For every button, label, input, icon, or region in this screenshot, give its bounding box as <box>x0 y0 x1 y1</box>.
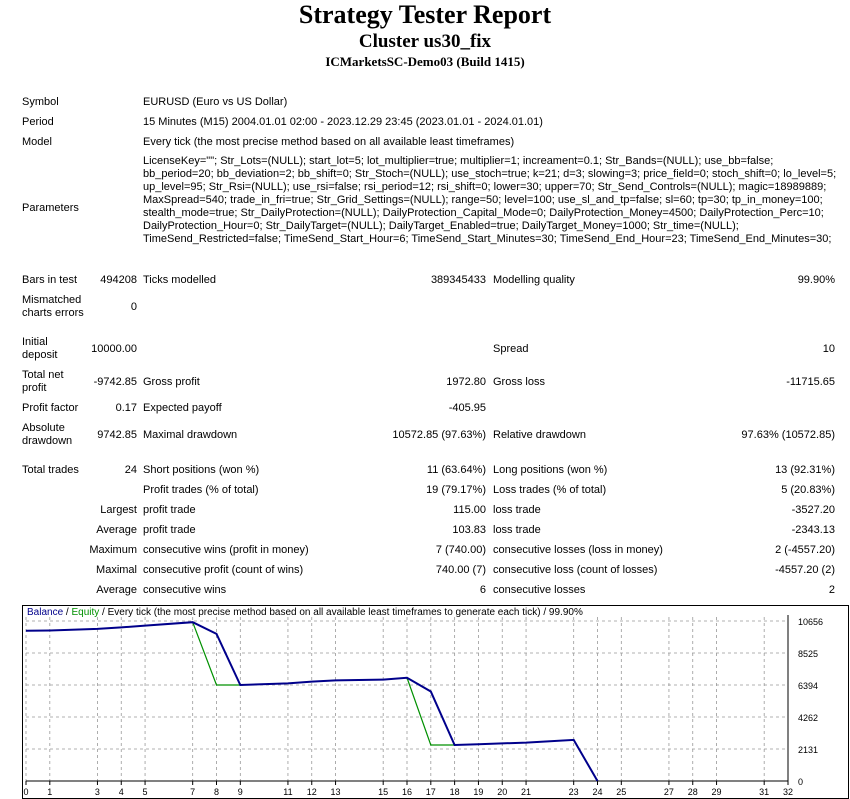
x-tick-label: 0 <box>23 787 29 797</box>
model-value: Every tick (the most precise method based on all available least timeframes) <box>143 136 515 148</box>
x-tick-label: 31 <box>759 787 770 797</box>
bars-value: 494208 <box>100 274 137 286</box>
spread-value: 10 <box>822 343 835 355</box>
largest-profit-value: 115.00 <box>453 504 486 516</box>
x-tick-label: 3 <box>94 787 100 797</box>
gross-profit-label: Gross profit <box>143 376 200 388</box>
maximal-prefix: Maximal <box>96 564 137 576</box>
chart-svg <box>22 605 849 799</box>
relative-drawdown-label: Relative drawdown <box>493 429 586 441</box>
x-tick-label: 7 <box>190 787 196 797</box>
legend-equity: Equity <box>71 607 100 618</box>
spread-label: Spread <box>493 343 529 355</box>
x-tick-label: 17 <box>425 787 436 797</box>
model-label: Model <box>22 136 52 148</box>
quality-label: Modelling quality <box>493 274 575 286</box>
report-subtitle: Cluster us30_fix <box>358 31 492 52</box>
x-tick-label: 5 <box>142 787 148 797</box>
bars-label: Bars in test <box>22 274 78 286</box>
expected-payoff-label: Expected payoff <box>143 402 222 414</box>
max-consecutive-wins-label: consecutive wins (profit in money) <box>143 544 309 556</box>
average-consecutive-wins-label: consecutive wins <box>143 584 227 596</box>
period-value: 15 Minutes (M15) 2004.01.01 02:00 - 2023.12.29 23:45 (2023.01.01 - 2024.01.01) <box>143 116 543 128</box>
x-tick-label: 13 <box>330 787 341 797</box>
absolute-drawdown-value: 9742.85 <box>97 429 137 441</box>
x-tick-label: 4 <box>118 787 124 797</box>
parameters-value: LicenseKey=""; Str_Lots=(NULL); start_lot=5; lot_multiplier=true; multiplier=1; increament=0.1; Str_Bands=(NULL); use_bb=false; bb_period=20; bb_deviation=2; bb_shift=0; Str_Stoch=(NULL); use_stoch=true; k=21; d=3; slowing=3; price_field=0; stoch_shift=0; lo_level=5; up_level=95; Str_Rsi=(NULL); use_rsi=false; rsi_period=12; rsi_shift=0; lower=30; upper=70; Str_Send_Controls=(NULL); magic=18989889; MaxSpread=540; trade_in_fri=true; Str_Grid_Settings=(NULL); range=50; level=100; use_sl_and_tp=false; sl=60; tp=30; tp_in_money=100; stealth_mode=true; Str_DailyProtection=(NULL); DailyProtection_Capital_Mode=0; DailyProtection_Money=4500; DailyProtection_Perc=10; DailyProtection_Hour=0; Str_DailyTarget=(NULL); DailyTarget_Enabled=true; DailyTarget_Money=1000; Str_time=(NULL); TimeSend_Restricted=false; TimeSend_Start_Hour=6; TimeSend_Start_Minutes=30; TimeSend_End_Hour=23; TimeSend_End_Minutes=30; <box>143 155 837 245</box>
maximal-drawdown-label: Maximal drawdown <box>143 429 238 441</box>
x-tick-label: 11 <box>283 787 293 797</box>
expected-payoff-value: -405.95 <box>448 402 486 414</box>
x-tick-label: 18 <box>449 787 460 797</box>
x-tick-label: 9 <box>237 787 243 797</box>
long-positions-label: Long positions (won %) <box>493 464 608 476</box>
balance-equity-chart <box>22 605 849 799</box>
quality-value: 99.90% <box>797 274 835 286</box>
deposit-value: 10000.00 <box>91 343 137 355</box>
x-tick-label: 27 <box>663 787 674 797</box>
mismatch-label: Mismatched <box>22 294 82 306</box>
largest-profit-label: profit trade <box>143 504 196 516</box>
net-profit-label-2: profit <box>22 382 47 394</box>
largest-prefix: Largest <box>100 504 137 516</box>
gross-profit-value: 1972.80 <box>446 376 486 388</box>
gross-loss-label: Gross loss <box>493 376 545 388</box>
legend-separator: / <box>63 607 72 618</box>
x-tick-label: 12 <box>306 787 317 797</box>
deposit-label: Initial <box>22 336 48 348</box>
short-positions-value: 11 (63.64%) <box>426 464 486 476</box>
maximal-consecutive-loss-label: consecutive loss (count of losses) <box>493 564 658 576</box>
absolute-drawdown-label: Absolute <box>22 422 65 434</box>
deposit-label-2: deposit <box>22 349 58 361</box>
symbol-label: Symbol <box>22 96 59 108</box>
x-tick-label: 1 <box>47 787 53 797</box>
largest-loss-value: -3527.20 <box>791 504 835 516</box>
loss-trades-label: Loss trades (% of total) <box>493 484 607 496</box>
legend-balance: Balance <box>27 607 64 618</box>
max-consecutive-wins-value: 7 (740.00) <box>435 544 486 556</box>
legend-description: / Every tick (the most precise method based on all available least timeframes to generate each tick) / 99.90% <box>99 607 583 618</box>
average-loss-value: -2343.13 <box>791 524 835 536</box>
x-tick-label: 24 <box>592 787 603 797</box>
x-tick-label: 23 <box>568 787 579 797</box>
max-consecutive-losses-value: 2 (-4557.20) <box>775 544 835 556</box>
x-tick-label: 21 <box>521 787 532 797</box>
average-consecutive-prefix: Average <box>96 584 137 596</box>
total-trades-value: 24 <box>124 464 137 476</box>
x-tick-label: 8 <box>213 787 220 797</box>
x-tick-label: 29 <box>711 787 722 797</box>
loss-trades-value: 5 (20.83%) <box>781 484 835 496</box>
report-title: Strategy Tester Report <box>298 0 552 29</box>
y-tick-label: 2131 <box>798 745 819 756</box>
average-consecutive-losses-value: 2 <box>828 584 835 596</box>
net-profit-label: Total net <box>22 369 64 381</box>
x-tick-label: 20 <box>497 787 508 797</box>
average-consecutive-wins-value: 6 <box>479 584 486 596</box>
average-profit-label: profit trade <box>143 524 196 536</box>
y-tick-label: 10656 <box>798 617 824 627</box>
x-tick-label: 25 <box>616 787 627 797</box>
mismatch-label-2: charts errors <box>22 307 84 319</box>
maximal-drawdown-value: 10572.85 (97.63%) <box>392 429 486 441</box>
mismatch-value: 0 <box>130 301 137 313</box>
y-tick-label: 0 <box>798 777 804 787</box>
maximum-prefix: Maximum <box>89 544 137 556</box>
server-info: ICMarketsSC-Demo03 (Build 1415) <box>325 54 525 69</box>
period-label: Period <box>22 116 54 128</box>
y-tick-label: 6394 <box>798 680 819 691</box>
maximal-consecutive-profit-label: consecutive profit (count of wins) <box>143 564 304 576</box>
parameters-label: Parameters <box>22 202 79 214</box>
largest-loss-label: loss trade <box>493 504 541 516</box>
long-positions-value: 13 (92.31%) <box>775 464 835 476</box>
average-profit-value: 103.83 <box>452 524 486 536</box>
absolute-drawdown-label-2: drawdown <box>22 435 73 447</box>
y-tick-label: 8525 <box>798 648 819 659</box>
relative-drawdown-value: 97.63% (10572.85) <box>741 429 835 441</box>
ticks-value: 389345433 <box>430 274 486 286</box>
profit-trades-label: Profit trades (% of total) <box>143 484 259 496</box>
maximal-consecutive-profit-value: 740.00 (7) <box>435 564 486 576</box>
ticks-label: Ticks modelled <box>143 274 216 286</box>
x-tick-label: 15 <box>378 787 389 797</box>
x-tick-label: 19 <box>473 787 484 797</box>
short-positions-label: Short positions (won %) <box>143 464 260 476</box>
profit-factor-label: Profit factor <box>22 402 79 414</box>
y-tick-label: 4262 <box>798 713 819 724</box>
chart-legend <box>27 607 583 618</box>
average-consecutive-losses-label: consecutive losses <box>493 584 586 596</box>
average-loss-label: loss trade <box>493 524 541 536</box>
gross-loss-value: -11715.65 <box>786 376 835 388</box>
x-tick-label: 28 <box>687 787 698 797</box>
profit-factor-value: 0.17 <box>115 402 137 414</box>
profit-trades-value: 19 (79.17%) <box>426 484 486 496</box>
x-tick-label: 16 <box>401 787 413 797</box>
total-trades-label: Total trades <box>22 464 79 476</box>
max-consecutive-losses-label: consecutive losses (loss in money) <box>493 544 663 556</box>
symbol-value: EURUSD (Euro vs US Dollar) <box>143 96 288 108</box>
average-prefix: Average <box>96 524 137 536</box>
maximal-consecutive-loss-value: -4557.20 (2) <box>775 564 835 576</box>
x-tick-label: 32 <box>782 787 794 797</box>
net-profit-value: -9742.85 <box>93 376 137 388</box>
